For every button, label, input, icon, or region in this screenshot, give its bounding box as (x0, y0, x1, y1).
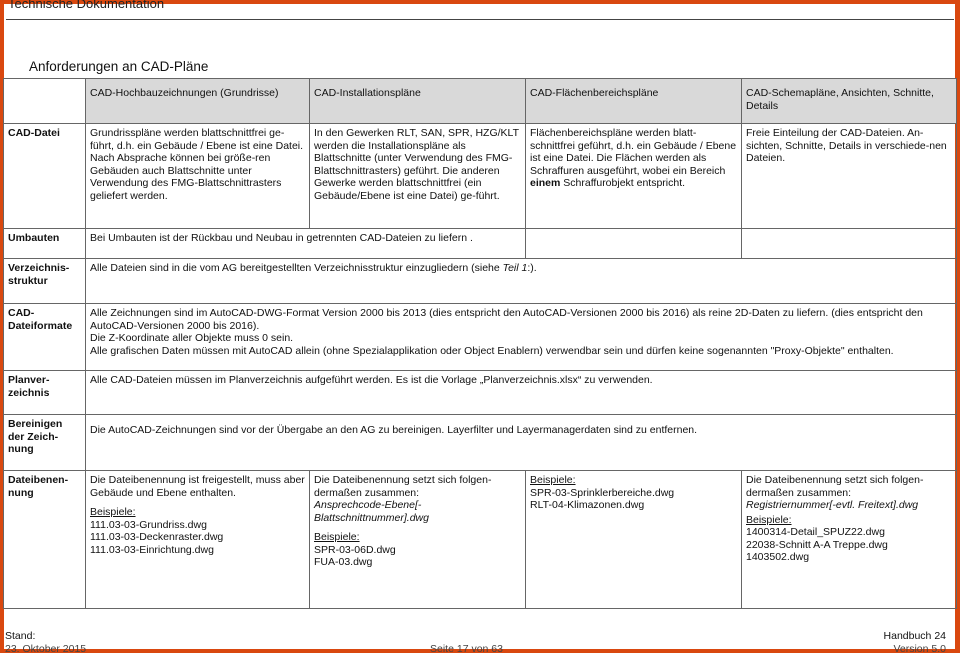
footer-divider (6, 608, 954, 609)
table-row (4, 124, 957, 229)
footer-stand-label: Stand: (5, 630, 36, 642)
cell-text: Flächenbereichspläne werden blatt-schnittfrei geführt, d.h. ein Gebäude / Ebene ist eine Datei. Die Flächen werden als Schraffuren ausgeführt, wobei ein Bereich (530, 127, 737, 177)
table-header-row (4, 79, 957, 124)
example-filename: SPR-03-06D.dwg (314, 543, 396, 556)
cell-text: Alle Dateien sind in die vom AG bereitgestellten Verzeichnisstruktur einzugliedern (siehe (90, 262, 503, 274)
table-cell (86, 304, 957, 371)
cell-line: Alle Zeichnungen sind im AutoCAD-DWG-Format Version 2000 bis 2013 (dies entspricht den AutoCAD-Versionen 2000 bis 2016) als reine 2D-Daten zu liefern. (dies entspricht den AutoCAD-Versionen 2000 bis 2016). (90, 307, 923, 332)
table-cell (526, 471, 742, 609)
footer-doc-name: Handbuch 24 (883, 630, 946, 642)
cell-text: Die Dateibenennung setzt sich folgen-dermaßen zusammen: (746, 474, 924, 499)
example-filename: RLT-04-Klimazonen.dwg (530, 499, 645, 511)
cell-text: Schraffurobjekt entspricht. (560, 177, 686, 189)
row-label: Dateibenen-nung (4, 471, 86, 609)
table-cell (742, 229, 957, 259)
footer-version: Version 5.0 (893, 643, 946, 655)
naming-pattern: Ansprechcode-Ebene[-Blattschnittnummer].dwg (314, 499, 429, 524)
example-filename: 111.03-03-Einrichtung.dwg (90, 543, 214, 556)
cell-line: Alle grafischen Daten müssen mit AutoCAD allein (ohne Spezialapplikation oder Object Enablern) verwendbar sein und dürfen keine sogenannten "Proxy-Objekte" enthalten. (90, 344, 894, 357)
example-filename: 111.03-03-Deckenraster.dwg (90, 531, 224, 543)
table-corner-cell (4, 79, 86, 124)
table-cell (526, 124, 742, 229)
table-row (4, 229, 957, 259)
example-filename: 111.03-03-Grundriss.dwg (90, 518, 207, 531)
cell-line: Die Z-Koordinate aller Objekte muss 0 sein. (90, 332, 294, 344)
column-header: CAD-Hochbauzeichnungen (Grundrisse) (86, 79, 310, 124)
table-cell: Freie Einteilung der CAD-Dateien. An-sichten, Schnitte, Details in verschiede-nen Dateien. (742, 124, 957, 229)
table-row (4, 415, 957, 471)
table-row (4, 471, 957, 609)
table-row (4, 304, 957, 371)
row-label: Verzeichnis-struktur (4, 259, 86, 304)
cell-text: :). (527, 262, 537, 274)
cell-text: Die Dateibenennung ist freigestellt, muss aber Gebäude und Ebene enthalten. (90, 474, 305, 499)
column-header: CAD-Installationspläne (310, 79, 526, 124)
example-filename: 22038-Schnitt A-A Treppe.dwg (746, 538, 888, 551)
table-cell: In den Gewerken RLT, SAN, SPR, HZG/KLT werden die Installationspläne als Blattschnitte (unter Verwendung des FMG-Blattschnittrasters) geführt. Die anderen Gewerke werden blattschnittfrei (ein Gebäude/Ebene ist eine Datei) ge-führt. (310, 124, 526, 229)
table-cell (86, 259, 957, 304)
cell-text-italic: Teil 1 (502, 262, 528, 274)
table-cell: Grundrisspläne werden blattschnittfrei ge-führt, d.h. ein Gebäude / Ebene ist eine Datei. Nach Absprache können bei größe-ren Gebäuden auch Blattschnitte unter Verwendung des FMG-Blattschnittrasters geliefert werden. (86, 124, 310, 229)
table-row (4, 371, 957, 415)
footer-stand-value: 23. Oktober 2015 (5, 643, 87, 655)
table-cell (310, 471, 526, 609)
table-cell (526, 229, 742, 259)
table-cell (86, 471, 310, 609)
examples-label: Beispiele: (90, 506, 136, 518)
section-title: Anforderungen an CAD-Pläne (29, 59, 209, 74)
naming-pattern: Registriernummer[-evtl. Freitext].dwg (746, 499, 919, 511)
examples-label: Beispiele: (314, 531, 360, 543)
requirements-table (3, 78, 957, 609)
example-filename: 1400314-Detail_SPUZ22.dwg (746, 526, 885, 538)
cell-text-bold: einem (530, 177, 561, 189)
column-header: CAD-Schemapläne, Ansichten, Schnitte, Details (742, 79, 957, 124)
table-cell: Die AutoCAD-Zeichnungen sind vor der Übergabe an den AG zu bereinigen. Layerfilter und Layermanagerdaten sind zu entfernen. (86, 415, 957, 471)
cell-text: Die Dateibenennung setzt sich folgen-dermaßen zusammen: (314, 474, 492, 499)
row-label: Umbauten (4, 229, 86, 259)
examples-label: Beispiele: (530, 474, 576, 486)
header-divider (6, 19, 954, 20)
page-header-title: Technische Dokumentation (8, 0, 165, 11)
row-label: Bereinigen der Zeich-nung (4, 415, 86, 471)
table-cell: Bei Umbauten ist der Rückbau und Neubau in getrennten CAD-Dateien zu liefern . (86, 229, 526, 259)
table-row (4, 259, 957, 304)
examples-label: Beispiele: (746, 513, 792, 526)
row-label: CAD-Dateiformate (4, 304, 86, 371)
column-header: CAD-Flächenbereichspläne (526, 79, 742, 124)
row-label: Planver-zeichnis (4, 371, 86, 415)
example-filename: FUA-03.dwg (314, 556, 373, 568)
example-filename: 1403502.dwg (746, 551, 810, 563)
example-filename: SPR-03-Sprinklerbereiche.dwg (530, 486, 675, 499)
table-cell (742, 471, 957, 609)
table-cell: Alle CAD-Dateien müssen im Planverzeichnis aufgeführt werden. Es ist die Vorlage „Planverzeichnis.xlsx“ zu verwenden. (86, 371, 957, 415)
row-label: CAD-Datei (4, 124, 86, 229)
footer-page-number: Seite 17 von 63 (430, 643, 503, 655)
